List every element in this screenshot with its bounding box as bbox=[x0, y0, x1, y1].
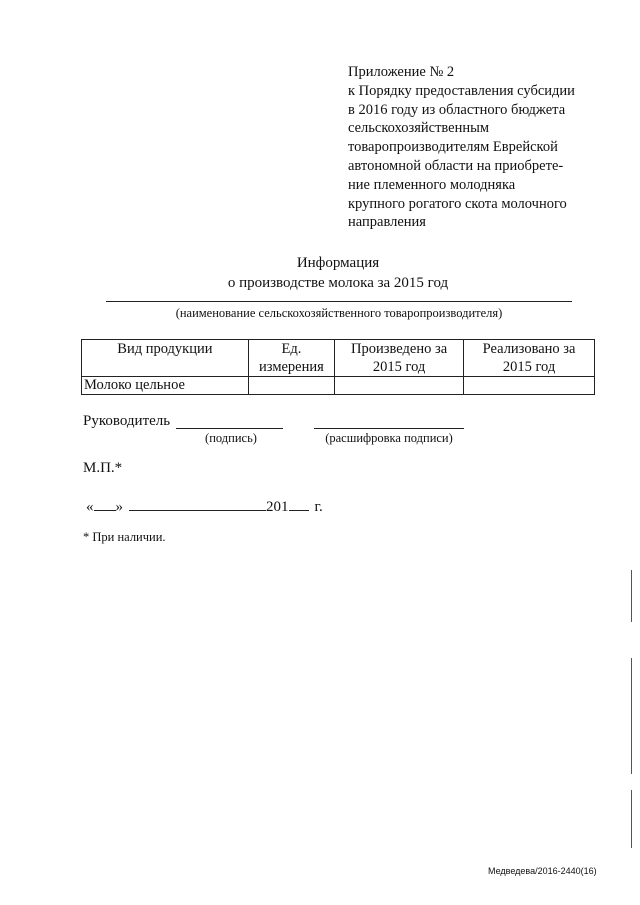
cell-unit bbox=[248, 377, 334, 395]
document-title: Информация bbox=[296, 255, 380, 271]
production-table bbox=[81, 339, 595, 395]
header-sold: Реализовано за 2015 год bbox=[464, 340, 595, 377]
table-row bbox=[82, 377, 595, 395]
annex-line: направления bbox=[348, 214, 426, 231]
annex-line: автономной области на приобрете- bbox=[348, 157, 564, 174]
day-blank bbox=[94, 496, 116, 511]
document-subtitle: о производстве молока за 2015 год bbox=[227, 275, 449, 291]
name-decoding-caption: (расшифровка подписи) bbox=[325, 431, 453, 445]
annex-line: сельскохозяйственным bbox=[348, 120, 490, 137]
annex-line: крупного рогатого скота молочного bbox=[348, 195, 567, 212]
year-blank bbox=[289, 496, 309, 511]
scan-edge-mark bbox=[631, 658, 632, 774]
stamp-place-label: М.П.* bbox=[83, 460, 123, 476]
annex-line: товаропроизводителям Еврейской bbox=[348, 139, 558, 156]
header-product: Вид продукции bbox=[82, 340, 249, 377]
annex-line: к Порядку предоставления субсидии bbox=[348, 82, 575, 99]
date-close-quote: » bbox=[115, 499, 123, 515]
table-header-row bbox=[82, 340, 595, 377]
document-code: Медведева/2016-2440(16) bbox=[488, 866, 597, 876]
annex-line: ние племенного молодняка bbox=[348, 176, 516, 193]
head-label: Руководитель bbox=[83, 413, 171, 429]
cell-produced bbox=[335, 377, 464, 395]
annex-line: Приложение № 2 bbox=[348, 64, 455, 80]
annex-header bbox=[348, 63, 628, 232]
cell-product: Молоко цельное bbox=[82, 377, 249, 395]
signature-line bbox=[176, 428, 283, 429]
date-line bbox=[86, 496, 323, 516]
producer-name-line bbox=[106, 301, 572, 302]
header-produced: Произведено за 2015 год bbox=[335, 340, 464, 377]
annex-line: в 2016 году из областного бюджета bbox=[348, 101, 566, 118]
header-unit: Ед. измерения bbox=[248, 340, 334, 377]
name-decoding-line bbox=[314, 428, 464, 429]
scan-edge-mark bbox=[631, 570, 632, 622]
year-suffix: г. bbox=[314, 499, 323, 515]
producer-caption: (наименование сельскохозяйственного товаропроизводителя) bbox=[175, 306, 503, 320]
footnote: * При наличии. bbox=[83, 530, 166, 544]
date-open-quote: « bbox=[86, 499, 94, 515]
month-blank bbox=[129, 496, 266, 511]
scan-edge-mark bbox=[631, 790, 632, 848]
year-prefix: 201 bbox=[266, 499, 289, 515]
cell-sold bbox=[464, 377, 595, 395]
signature-caption: (подпись) bbox=[205, 431, 257, 445]
